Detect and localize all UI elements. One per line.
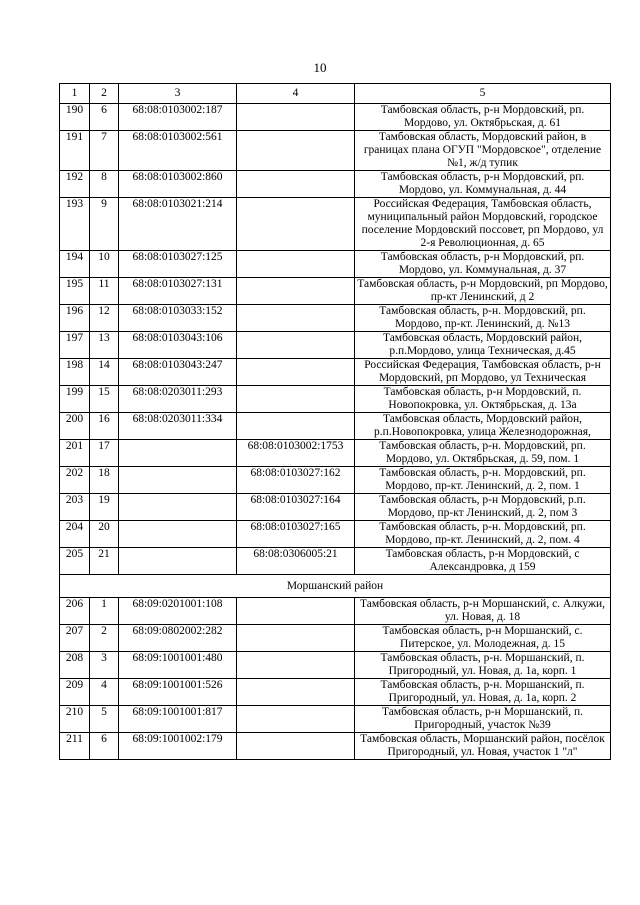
section-morshansky bbox=[60, 575, 611, 598]
row-number: 196 bbox=[60, 305, 90, 332]
premises-cadastral-number: 68:08:0103027:162 bbox=[237, 467, 355, 494]
row-sub-number: 9 bbox=[90, 198, 119, 251]
address: Тамбовская область, р-н. Моршанский, п. Пригородный, ул. Новая, д. 1а, корп. 1 bbox=[355, 652, 611, 679]
premises-cadastral-number bbox=[237, 733, 355, 760]
cadastral-number: 68:09:1001001:526 bbox=[119, 679, 237, 706]
page-number: 10 bbox=[313, 60, 327, 75]
section-title: Моршанский район bbox=[60, 575, 611, 598]
row-sub-number: 6 bbox=[90, 104, 119, 131]
row-number: 195 bbox=[60, 278, 90, 305]
address: Тамбовская область, р-н. Мордовский, рп. Мордово, пр-кт. Ленинский, д. 2, пом. 4 bbox=[355, 521, 611, 548]
row-number: 191 bbox=[60, 131, 90, 171]
cadastral-number bbox=[119, 440, 237, 467]
table-row bbox=[60, 251, 611, 278]
cadastral-number: 68:08:0103002:860 bbox=[119, 171, 237, 198]
row-sub-number: 10 bbox=[90, 251, 119, 278]
table-row bbox=[60, 467, 611, 494]
premises-cadastral-number bbox=[237, 679, 355, 706]
premises-cadastral-number bbox=[237, 171, 355, 198]
header-row bbox=[60, 84, 611, 104]
cadastral-number: 68:08:0103002:187 bbox=[119, 104, 237, 131]
header-col-3: 3 bbox=[119, 84, 237, 104]
table-row bbox=[60, 359, 611, 386]
cadastral-number bbox=[119, 494, 237, 521]
address: Тамбовская область, р-н Мордовский, рп. Мордово, ул. Октябрьская, д. 61 bbox=[355, 104, 611, 131]
cadastral-number: 68:08:0103027:131 bbox=[119, 278, 237, 305]
address: Тамбовская область, р-н. Моршанский, п. Пригородный, ул. Новая, д. 1а, корп. 2 bbox=[355, 679, 611, 706]
row-number: 198 bbox=[60, 359, 90, 386]
cadastral-number: 68:08:0203011:293 bbox=[119, 386, 237, 413]
row-sub-number: 7 bbox=[90, 131, 119, 171]
table-row bbox=[60, 598, 611, 625]
address: Тамбовская область, Мордовский район, р.п.Мордово, улица Техническая, д.45 bbox=[355, 332, 611, 359]
address: Российская Федерация, Тамбовская область, р-н Мордовский, рп Мордово, ул Техническая bbox=[355, 359, 611, 386]
cadastral-number: 68:08:0203011:334 bbox=[119, 413, 237, 440]
registry-table bbox=[59, 83, 611, 760]
row-number: 204 bbox=[60, 521, 90, 548]
premises-cadastral-number bbox=[237, 198, 355, 251]
address: Тамбовская область, р-н Моршанский, п. Пригородный, участок №39 bbox=[355, 706, 611, 733]
address: Тамбовская область, р-н Мордовский, р.п. Мордово, пр-кт Ленинский, д. 2, пом 3 bbox=[355, 494, 611, 521]
premises-cadastral-number bbox=[237, 104, 355, 131]
row-number: 201 bbox=[60, 440, 90, 467]
table-row bbox=[60, 625, 611, 652]
header-col-2: 2 bbox=[90, 84, 119, 104]
table-row bbox=[60, 386, 611, 413]
address: Тамбовская область, Мордовский район, в границах плана ОГУП "Мордовское", отделение №1, ж/д тупик bbox=[355, 131, 611, 171]
row-sub-number: 3 bbox=[90, 652, 119, 679]
premises-cadastral-number: 68:08:0103027:165 bbox=[237, 521, 355, 548]
table-row bbox=[60, 679, 611, 706]
cadastral-number: 68:08:0103027:125 bbox=[119, 251, 237, 278]
table-row bbox=[60, 521, 611, 548]
row-number: 203 bbox=[60, 494, 90, 521]
table-row bbox=[60, 171, 611, 198]
row-sub-number: 5 bbox=[90, 706, 119, 733]
table-row bbox=[60, 548, 611, 575]
premises-cadastral-number: 68:08:0103002:1753 bbox=[237, 440, 355, 467]
cadastral-number: 68:08:0103002:561 bbox=[119, 131, 237, 171]
row-sub-number: 17 bbox=[90, 440, 119, 467]
row-sub-number: 16 bbox=[90, 413, 119, 440]
address: Тамбовская область, р-н Мордовский, рп Мордово, пр-кт Ленинский, д 2 bbox=[355, 278, 611, 305]
address: Тамбовская область, р-н Мордовский, с Александровка, д 159 bbox=[355, 548, 611, 575]
row-sub-number: 20 bbox=[90, 521, 119, 548]
premises-cadastral-number: 68:08:0306005:21 bbox=[237, 548, 355, 575]
cadastral-number: 68:09:0802002:282 bbox=[119, 625, 237, 652]
table-row bbox=[60, 652, 611, 679]
cadastral-number bbox=[119, 548, 237, 575]
header-col-1: 1 bbox=[60, 84, 90, 104]
address: Тамбовская область, р-н Мордовский, рп. Мордово, ул. Коммунальная, д. 44 bbox=[355, 171, 611, 198]
row-number: 205 bbox=[60, 548, 90, 575]
premises-cadastral-number bbox=[237, 305, 355, 332]
table-row bbox=[60, 131, 611, 171]
row-number: 190 bbox=[60, 104, 90, 131]
address: Тамбовская область, р-н Мордовский, п. Новопокровка, ул. Октябрьская, д. 13а bbox=[355, 386, 611, 413]
table-header bbox=[60, 84, 611, 104]
row-sub-number: 12 bbox=[90, 305, 119, 332]
cadastral-number: 68:09:1001001:480 bbox=[119, 652, 237, 679]
row-number: 206 bbox=[60, 598, 90, 625]
cadastral-number: 68:08:0103043:106 bbox=[119, 332, 237, 359]
row-number: 208 bbox=[60, 652, 90, 679]
row-sub-number: 6 bbox=[90, 733, 119, 760]
table-row bbox=[60, 706, 611, 733]
premises-cadastral-number bbox=[237, 131, 355, 171]
address: Тамбовская область, р-н Моршанский, с. Питерское, ул. Молодежная, д. 15 bbox=[355, 625, 611, 652]
row-number: 207 bbox=[60, 625, 90, 652]
row-number: 209 bbox=[60, 679, 90, 706]
premises-cadastral-number bbox=[237, 706, 355, 733]
premises-cadastral-number bbox=[237, 386, 355, 413]
row-number: 200 bbox=[60, 413, 90, 440]
premises-cadastral-number bbox=[237, 278, 355, 305]
premises-cadastral-number bbox=[237, 251, 355, 278]
cadastral-number: 68:08:0103043:247 bbox=[119, 359, 237, 386]
table-row bbox=[60, 413, 611, 440]
row-number: 211 bbox=[60, 733, 90, 760]
row-number: 193 bbox=[60, 198, 90, 251]
row-sub-number: 4 bbox=[90, 679, 119, 706]
row-sub-number: 8 bbox=[90, 171, 119, 198]
address: Тамбовская область, р-н. Мордовский, рп. Мордово, ул. Октябрьская, д. 59, пом. 1 bbox=[355, 440, 611, 467]
table-row bbox=[60, 278, 611, 305]
premises-cadastral-number bbox=[237, 413, 355, 440]
row-sub-number: 19 bbox=[90, 494, 119, 521]
premises-cadastral-number: 68:08:0103027:164 bbox=[237, 494, 355, 521]
address: Тамбовская область, р-н. Мордовский, рп. Мордово, пр-кт. Ленинский, д. 2, пом. 1 bbox=[355, 467, 611, 494]
address: Тамбовская область, Мордовский район, р.п.Новопокровка, улица Железнодорожная, bbox=[355, 413, 611, 440]
cadastral-number: 68:09:0201001:108 bbox=[119, 598, 237, 625]
table-row bbox=[60, 440, 611, 467]
premises-cadastral-number bbox=[237, 652, 355, 679]
row-number: 202 bbox=[60, 467, 90, 494]
table-row bbox=[60, 332, 611, 359]
row-sub-number: 21 bbox=[90, 548, 119, 575]
table-row bbox=[60, 104, 611, 131]
row-sub-number: 1 bbox=[90, 598, 119, 625]
cadastral-number: 68:09:1001002:179 bbox=[119, 733, 237, 760]
row-sub-number: 14 bbox=[90, 359, 119, 386]
section-row bbox=[60, 575, 611, 598]
address: Тамбовская область, Моршанский район, посёлок Пригородный, ул. Новая, участок 1 "л" bbox=[355, 733, 611, 760]
row-number: 197 bbox=[60, 332, 90, 359]
row-number: 192 bbox=[60, 171, 90, 198]
row-sub-number: 2 bbox=[90, 625, 119, 652]
premises-cadastral-number bbox=[237, 359, 355, 386]
table-row bbox=[60, 305, 611, 332]
table-row bbox=[60, 198, 611, 251]
table-body-mordovsky bbox=[60, 104, 611, 575]
table-row bbox=[60, 494, 611, 521]
row-number: 210 bbox=[60, 706, 90, 733]
table-row bbox=[60, 733, 611, 760]
cadastral-number bbox=[119, 467, 237, 494]
address: Тамбовская область, р-н. Мордовский, рп. Мордово, пр-кт. Ленинский, д. №13 bbox=[355, 305, 611, 332]
cadastral-number bbox=[119, 521, 237, 548]
premises-cadastral-number bbox=[237, 625, 355, 652]
address: Российская Федерация, Тамбовская область, муниципальный район Мордовский, городское поселение Мордовский поссовет, рп Мордово, ул 2-я Революционная, д. 65 bbox=[355, 198, 611, 251]
row-sub-number: 15 bbox=[90, 386, 119, 413]
row-sub-number: 11 bbox=[90, 278, 119, 305]
row-sub-number: 13 bbox=[90, 332, 119, 359]
cadastral-number: 68:08:0103033:152 bbox=[119, 305, 237, 332]
premises-cadastral-number bbox=[237, 598, 355, 625]
premises-cadastral-number bbox=[237, 332, 355, 359]
header-col-5: 5 bbox=[355, 84, 611, 104]
header-col-4: 4 bbox=[237, 84, 355, 104]
row-number: 199 bbox=[60, 386, 90, 413]
table-body-morshansky bbox=[60, 598, 611, 760]
row-sub-number: 18 bbox=[90, 467, 119, 494]
address: Тамбовская область, р-н Мордовский, рп. Мордово, ул. Коммунальная, д. 37 bbox=[355, 251, 611, 278]
row-number: 194 bbox=[60, 251, 90, 278]
cadastral-number: 68:09:1001001:817 bbox=[119, 706, 237, 733]
address: Тамбовская область, р-н Моршанский, с. Алкужи, ул. Новая, д. 18 bbox=[355, 598, 611, 625]
cadastral-number: 68:08:0103021:214 bbox=[119, 198, 237, 251]
